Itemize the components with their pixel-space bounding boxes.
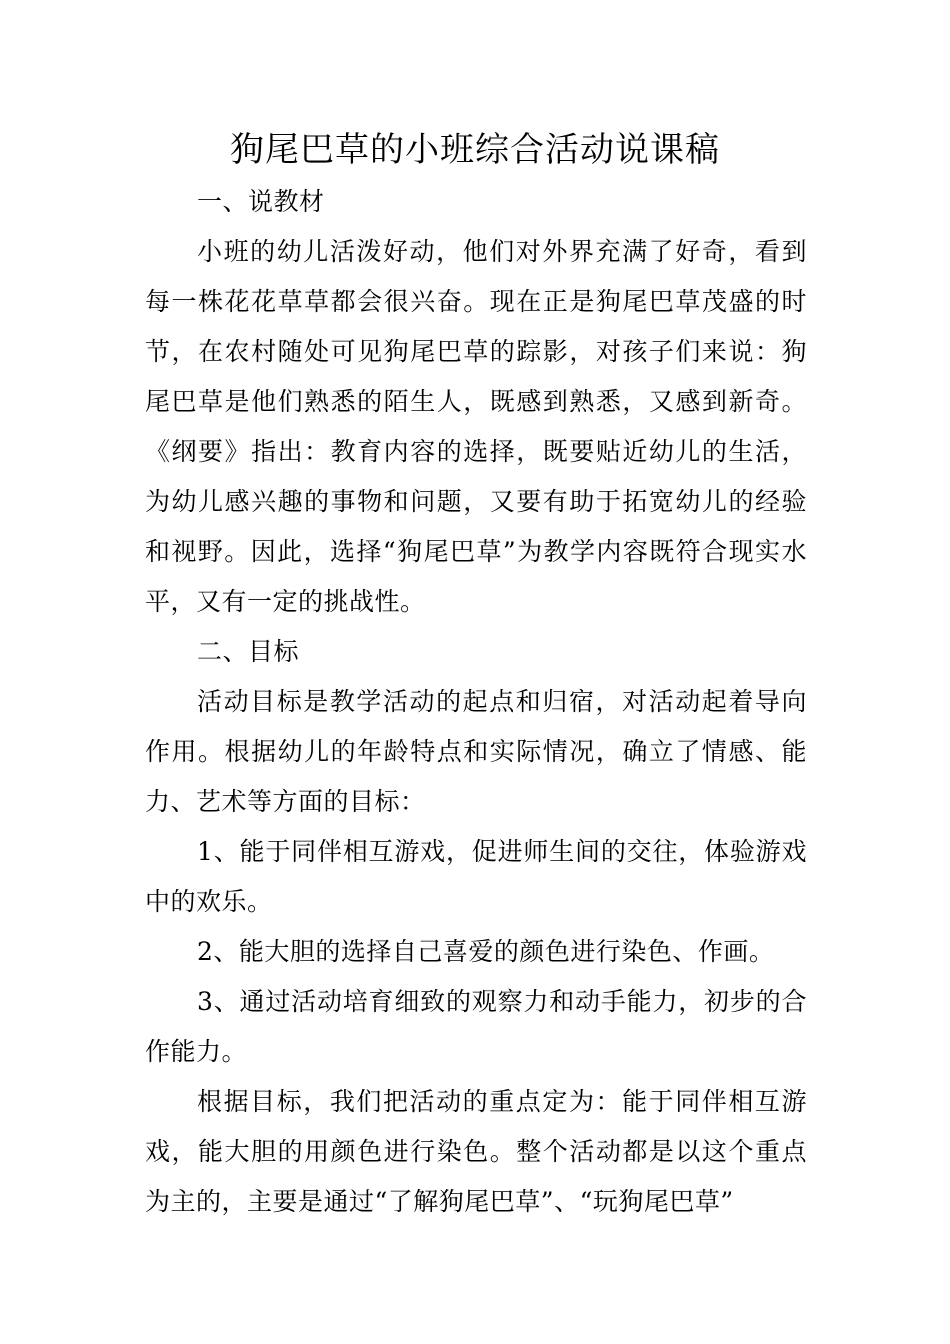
- goal-item-1: 1、能于同伴相互游戏，促进师生间的交往，体验游戏中的欢乐。: [145, 837, 807, 916]
- paragraph-teaching-material: 小班的幼儿活泼好动，他们对外界充满了好奇，看到每一株花花草草都会很兴奋。现在正是狗尾巴草茂盛的时节，在农村随处可见狗尾巴草的踪影，对孩子们来说：狗尾巴草是他们熟悉的陌生人，既感到熟悉，又感到新奇。《纲要》指出：教育内容的选择，既要贴近幼儿的生活，为幼儿感兴趣的事物和问题，又要有助于拓宽幼儿的经验和视野。因此，选择“狗尾巴草”为教学内容既符合现实水平，又有一定的挑战性。: [145, 237, 807, 616]
- goal-item-2: 2、能大胆的选择自己喜爱的颜色进行染色、作画。: [197, 937, 775, 966]
- paragraph-goals-intro: 活动目标是教学活动的起点和归宿，对活动起着导向作用。根据幼儿的年龄特点和实际情况，确立了情感、能力、艺术等方面的目标：: [145, 687, 807, 816]
- document-title: 狗尾巴草的小班综合活动说课稿: [230, 130, 720, 170]
- document-body: [145, 177, 807, 1227]
- section-heading-goals: 二、目标: [197, 637, 300, 666]
- goal-item-3: 3、通过活动培育细致的观察力和动手能力，初步的合作能力。: [145, 987, 807, 1066]
- paragraph-key-points: 根据目标，我们把活动的重点定为：能于同伴相互游戏，能大胆的用颜色进行染色。整个活动都是以这个重点为主的，主要是通过“了解狗尾巴草”、“玩狗尾巴草”: [145, 1087, 807, 1216]
- section-heading-teaching-material: 一、说教材: [197, 187, 325, 216]
